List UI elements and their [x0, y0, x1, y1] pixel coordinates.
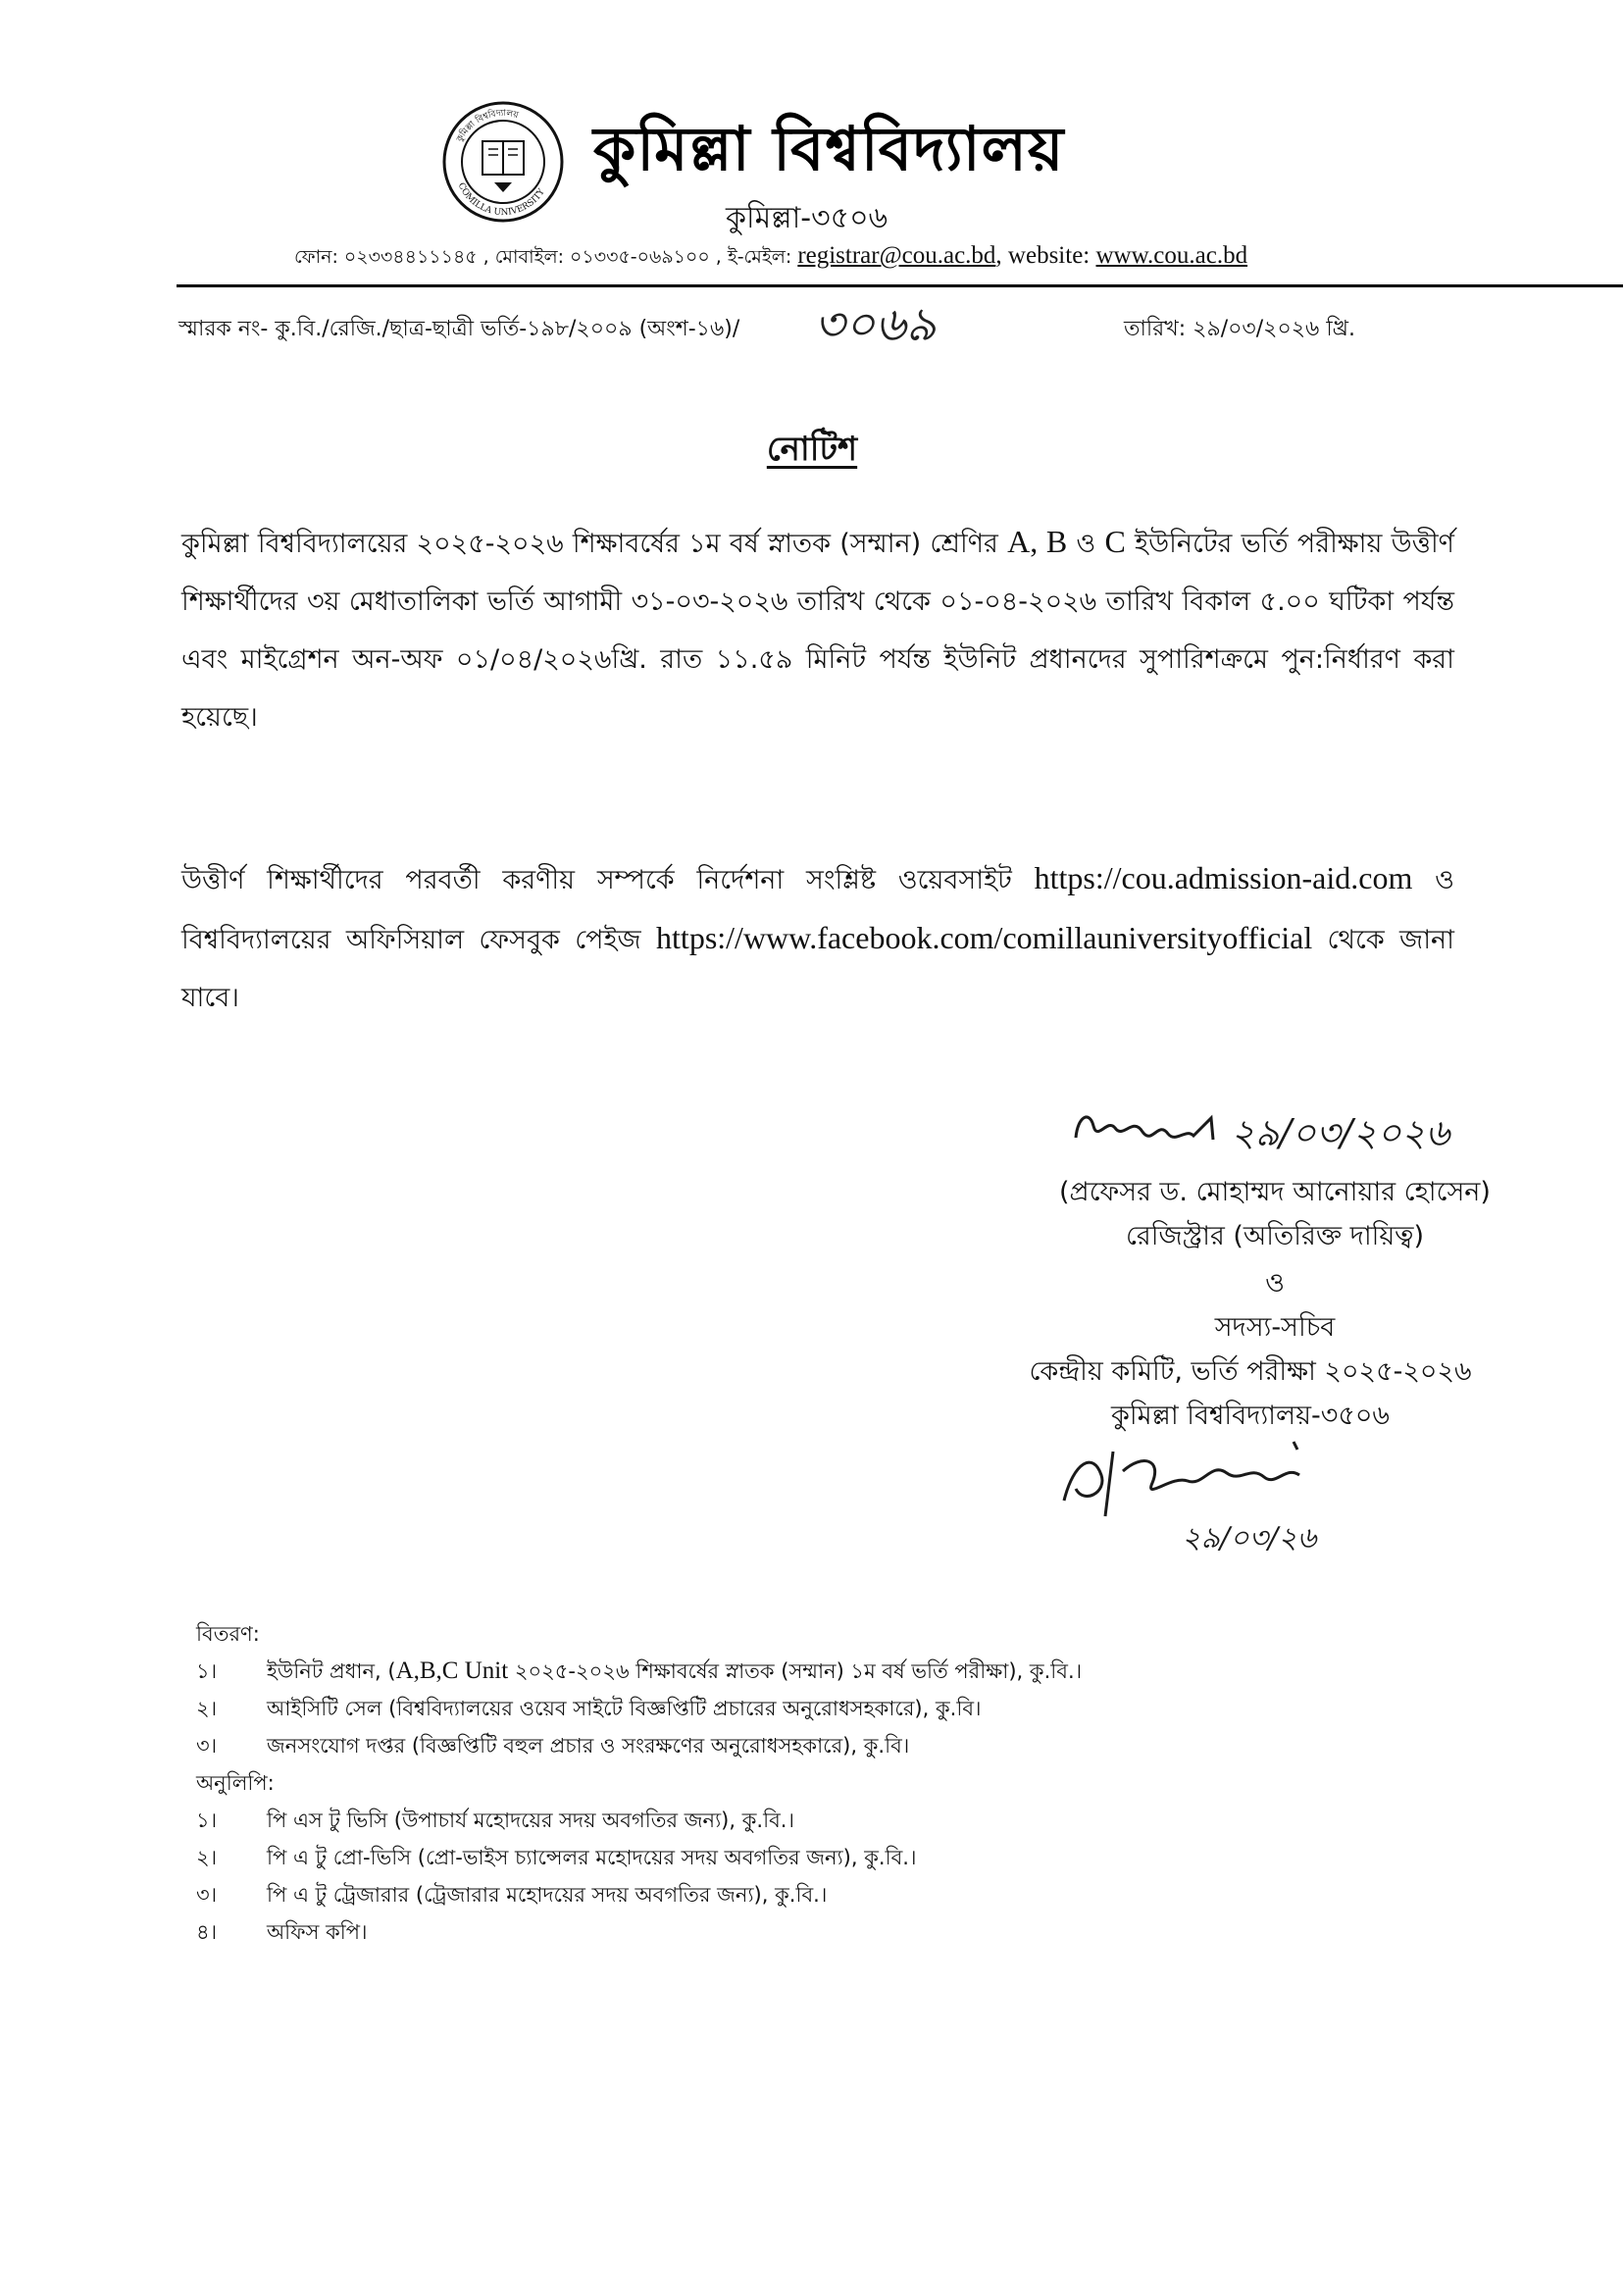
- header-divider: [177, 284, 1623, 287]
- p1-and: ও: [1067, 529, 1105, 559]
- item-number: ২।: [196, 1697, 218, 1720]
- item-text: পি এস টু ভিসি (উপাচার্য মহোদয়ের সদয় অবগতির জন্য), কু.বি.।: [267, 1809, 794, 1832]
- distribution-item: [196, 1730, 909, 1764]
- memo-date: তারিখ: ২৯/০৩/২০২৬ খ্রি.: [1124, 317, 1356, 341]
- admission-url[interactable]: https://cou.admission-aid.com: [1034, 860, 1413, 895]
- seal-text-en: COMILLA UNIVERSITY: [455, 181, 547, 219]
- university-city: কুমিল্লা-৩৫০৬: [726, 201, 888, 235]
- item-number: ৩।: [196, 1883, 218, 1907]
- phone-text: ফোন: ০২৩৩৪৪১১১৪৫ , মোবাইল: ০১৩৩৫-০৬৯১০০ , ই-মেইল:: [294, 246, 798, 268]
- contact-line: [294, 242, 1247, 275]
- distribution-item: [196, 1693, 982, 1727]
- notice-paragraph-1: [181, 513, 1454, 746]
- signatory-role: রেজিস্ট্রার (অতিরিক্ত দায়িত্ব): [1125, 1221, 1425, 1251]
- notice-title: [0, 424, 1624, 480]
- registrar-signature-date: ২৯/০৩/২০২৬: [1231, 1111, 1450, 1154]
- registrar-signature: [1064, 1098, 1525, 1167]
- university-seal: [439, 98, 567, 226]
- item-number: ৩।: [196, 1734, 218, 1758]
- university-name: কুমিল্লা বিশ্ববিদ্যালয়: [593, 113, 1065, 184]
- p1-units: A, B: [1007, 524, 1068, 559]
- email-link[interactable]: registrar@cou.ac.bd: [797, 242, 996, 269]
- item-number: ২।: [196, 1846, 218, 1869]
- item-text: অফিস কপি।: [267, 1920, 368, 1944]
- item-number: ১।: [196, 1659, 218, 1683]
- copy-item: [196, 1916, 368, 1951]
- item-number: ৪।: [196, 1920, 218, 1944]
- signatory-name: (প্রফেসর ড. মোহাম্মদ আনোয়ার হোসেন): [1059, 1177, 1491, 1207]
- memo-handwritten-number: ৩০৬৯: [814, 297, 937, 352]
- p1-text-a: কুমিল্লা বিশ্ববিদ্যালয়ের ২০২৫-২০২৬ শিক্ষাবর্ষের ১ম বর্ষ স্নাতক (সম্মান) শ্রেণির: [181, 529, 1008, 559]
- p1-unit-c: C: [1104, 524, 1126, 559]
- p2-text-a: উত্তীর্ণ শিক্ষার্থীদের পরবর্তী করণীয় সম্পর্কে নির্দেশনা সংশ্লিষ্ট ওয়েবসাইট: [181, 865, 1035, 895]
- facebook-url[interactable]: https://www.facebook.com/comillauniversityofficial: [656, 920, 1313, 955]
- copy-item: [196, 1842, 916, 1876]
- item-text: পি এ টু ট্রেজারার (ট্রেজারার মহোদয়ের সদয় অবগতির জন্য), কু.বি.।: [267, 1883, 828, 1907]
- copy-item: [196, 1879, 827, 1913]
- signatory-address: কুমিল্লা বিশ্ববিদ্যালয়-৩৫০৬: [1111, 1401, 1390, 1431]
- item-text: আইসিটি সেল (বিশ্ববিদ্যালয়ের ওয়েব সাইটে বিজ্ঞপ্তিটি প্রচারের অনুরোধসহকারে), কু.বি।: [267, 1697, 982, 1720]
- distribution-label: বিতরণ:: [196, 1622, 260, 1646]
- website-label: , website:: [995, 242, 1096, 269]
- distribution-item: [196, 1656, 1082, 1690]
- item-text: জনসংযোগ দপ্তর (বিজ্ঞপ্তিটি বহুল প্রচার ও সংরক্ষণের অনুরোধসহকারে), কু.বি।: [267, 1734, 910, 1758]
- item-number: ১।: [196, 1809, 218, 1832]
- svg-text:কুমিল্লা বিশ্ববিদ্যালয়: [455, 108, 520, 144]
- notice-title-text: নোটিশ: [766, 430, 858, 469]
- p2-text-b: ও বিশ্ববিদ্যালয়ের অফিসিয়াল ফেসবুক পেইজ: [181, 865, 1454, 955]
- item-text-a: ইউনিট প্রধান, (: [267, 1659, 396, 1683]
- second-signature: [1054, 1432, 1378, 1559]
- copy-item: [196, 1805, 794, 1839]
- notice-paragraph-2: [181, 849, 1454, 1027]
- copies-label: অনুলিপি:: [196, 1771, 275, 1795]
- seal-text: কুমিল্লা বিশ্ববিদ্যালয়: [455, 108, 520, 144]
- signatory-committee: কেন্দ্রীয় কমিটি, ভর্তি পরীক্ষা ২০২৫-২০২৬: [1029, 1356, 1472, 1387]
- item-text: পি এ টু প্রো-ভিসি (প্রো-ভাইস চ্যান্সেলর মহোদয়ের সদয় অবগতির জন্য), কু.বি.।: [267, 1846, 917, 1869]
- p2-text-c: থেকে জানা যাবে।: [181, 925, 1454, 1013]
- p1-text-b: ইউনিটের ভর্তি পরীক্ষায় উত্তীর্ণ শিক্ষার্থীদের ৩য় মেধাতালিকা ভর্তি আগামী ৩১-০৩-২০২৬ তারিখ থেকে ০১-০৪-২০২৬ তারিখ বিকাল ৫.০০ ঘটিকা পর্যন্ত এবং মাইগ্রেশন অন-অফ ০১/০৪/২০২৬খ্রি. রাত ১১.৫৯ মিনিট পর্যন্ত ইউনিট প্রধানদের সুপারিশক্রমে পুন:নির্ধারণ করা হয়েছে।: [181, 529, 1455, 733]
- signatory-member: সদস্য-সচিব: [1214, 1312, 1336, 1343]
- signatory-and: ও: [1265, 1268, 1285, 1299]
- second-signature-date: ২৯/০৩/২৬: [1182, 1521, 1317, 1555]
- item-units: A,B,C Unit: [395, 1657, 509, 1684]
- item-text-b: ২০২৫-২০২৬ শিক্ষাবর্ষের স্নাতক (সম্মান) ১ম বর্ষ ভর্তি পরীক্ষা), কু.বি.।: [508, 1659, 1083, 1683]
- website-link[interactable]: www.cou.ac.bd: [1095, 242, 1248, 269]
- memo-number: স্মারক নং- কু.বি./রেজি./ছাত্র-ছাত্রী ভর্তি-১৯৮/২০০৯ (অংশ-১৬)/: [178, 317, 740, 341]
